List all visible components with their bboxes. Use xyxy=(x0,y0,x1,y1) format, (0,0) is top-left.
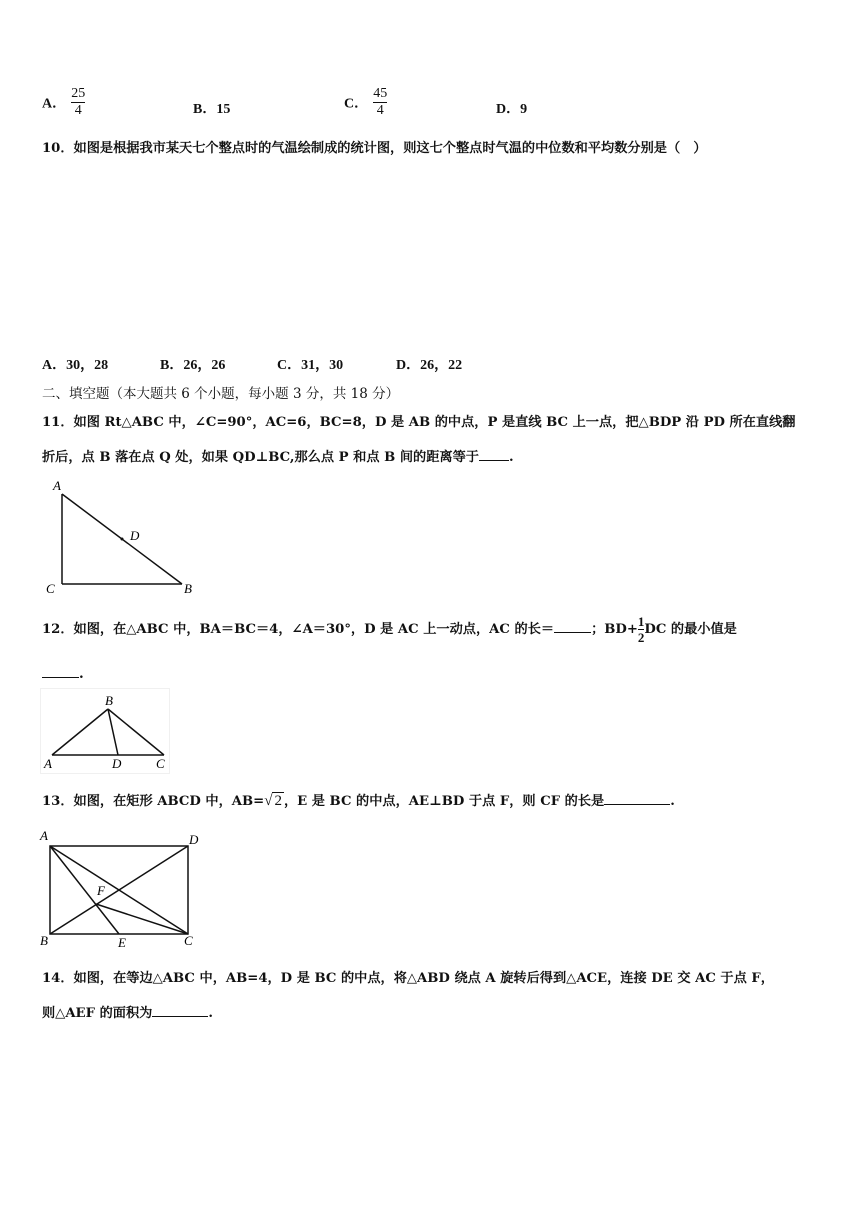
q13-sqrt xyxy=(264,793,284,810)
q11-text-line2-body: 折后，点 B 落在点 Q 处，如果 QD⊥BC,那么点 P 和点 B 间的距离等于 xyxy=(42,450,479,465)
q9-option-a-denominator: 4 xyxy=(74,103,82,118)
q11-label-d: D xyxy=(130,528,140,543)
q13-segment-cf xyxy=(96,904,188,934)
q13-segment-ae xyxy=(50,846,119,934)
q9-option-a-label: A． xyxy=(42,96,67,112)
q13-answer-blank xyxy=(604,791,670,805)
q11-label-a: A xyxy=(53,478,61,493)
q13-text xyxy=(42,790,675,810)
q12-text-line2 xyxy=(42,664,84,682)
q14-text-line2 xyxy=(42,1002,213,1021)
q14-text-line2-body: 则△AEF 的面积为 xyxy=(42,1006,153,1021)
q9-option-c xyxy=(344,86,387,126)
q12-text-post: DC 的最小值是 xyxy=(644,622,737,637)
q14-end: . xyxy=(208,1006,213,1021)
q11-label-c: C xyxy=(46,581,55,596)
q14-answer-blank xyxy=(152,1003,208,1017)
q9-option-a xyxy=(42,86,85,126)
q9-option-c-numerator: 45 xyxy=(373,86,388,101)
q10-option-c: C．31，30 xyxy=(277,358,344,373)
q11-text-line1: 11．如图 Rt△ABC 中，∠C=90°，AC=6，BC=8，D 是 AB 的中点，P 是直线 BC 上一点，把△BDP 沿 PD 所在直线翻 xyxy=(42,415,796,430)
q13-sqrt-value: 2 xyxy=(274,793,282,809)
q13-label-c: C xyxy=(184,933,193,948)
q9-option-c-label: C． xyxy=(344,96,369,112)
q10-question-text: 10．如图是根据我市某天七个整点时的气温绘制成的统计图，则这七个整点时气温的中位数和平均数分别是（ ） xyxy=(42,141,707,156)
q9-option-a-numerator: 25 xyxy=(71,86,86,101)
q13-text-pre: 13．如图，在矩形 ABCD 中，AB= xyxy=(42,794,265,809)
q9-option-c-denominator: 4 xyxy=(376,103,384,118)
q13-rectangle-figure xyxy=(36,826,206,950)
q11-label-b: B xyxy=(184,581,192,596)
q10-option-a: A．30，28 xyxy=(42,358,109,373)
q9-option-c-fraction xyxy=(373,86,387,119)
q11-triangle-figure xyxy=(40,476,200,598)
section-2-heading: 二、填空题（本大题共 6 个小题，每小题 3 分，共 18 分） xyxy=(42,386,400,402)
q12-line2-end: . xyxy=(79,666,84,682)
q11-line2-end: . xyxy=(508,450,514,465)
q12-frac-numerator: 1 xyxy=(637,614,645,629)
q9-option-d: D．9 xyxy=(496,102,528,117)
q12-answer-blank-2 xyxy=(42,664,79,678)
q13-end: . xyxy=(670,794,675,809)
q13-label-d: D xyxy=(189,832,199,847)
q12-label-c: C xyxy=(156,756,165,771)
q13-label-a: A xyxy=(40,828,48,843)
q10-option-d: D．26，22 xyxy=(396,358,463,373)
q12-answer-blank-1 xyxy=(554,619,591,633)
q12-text-line1 xyxy=(42,614,737,654)
q13-label-b: B xyxy=(40,933,48,948)
q12-label-d: D xyxy=(112,756,122,771)
q12-segment-ab xyxy=(52,709,108,755)
q10-option-b: B．26，26 xyxy=(160,358,226,373)
q9-option-a-fraction xyxy=(71,86,85,119)
q11-point-d xyxy=(121,538,124,541)
q12-triangle-figure xyxy=(40,688,170,774)
q12-text-pre: 12．如图，在△ABC 中，BA＝BC＝4，∠A＝30°，D 是 AC 上一动点，AC 的长＝ xyxy=(42,622,555,637)
q12-text-mid: ；BD+ xyxy=(591,622,638,637)
q13-label-e: E xyxy=(118,935,126,950)
q11-answer-blank xyxy=(479,447,509,461)
q12-label-b: B xyxy=(105,693,113,708)
q13-label-f: F xyxy=(97,883,105,898)
q13-sqrt-radical: √ xyxy=(264,793,273,809)
q14-text-line1: 14．如图，在等边△ABC 中，AB=4，D 是 BC 的中点，将△ABD 绕点 A 旋转后得到△ACE，连接 DE 交 AC 于点 F， xyxy=(42,971,774,986)
q12-label-a: A xyxy=(44,756,52,771)
q12-frac-denominator: 2 xyxy=(637,630,645,645)
q9-option-b: B．15 xyxy=(193,102,231,117)
q11-text-line2 xyxy=(42,446,514,465)
q13-text-post: ，E 是 BC 的中点，AE⊥BD 于点 F，则 CF 的长是 xyxy=(283,794,605,809)
